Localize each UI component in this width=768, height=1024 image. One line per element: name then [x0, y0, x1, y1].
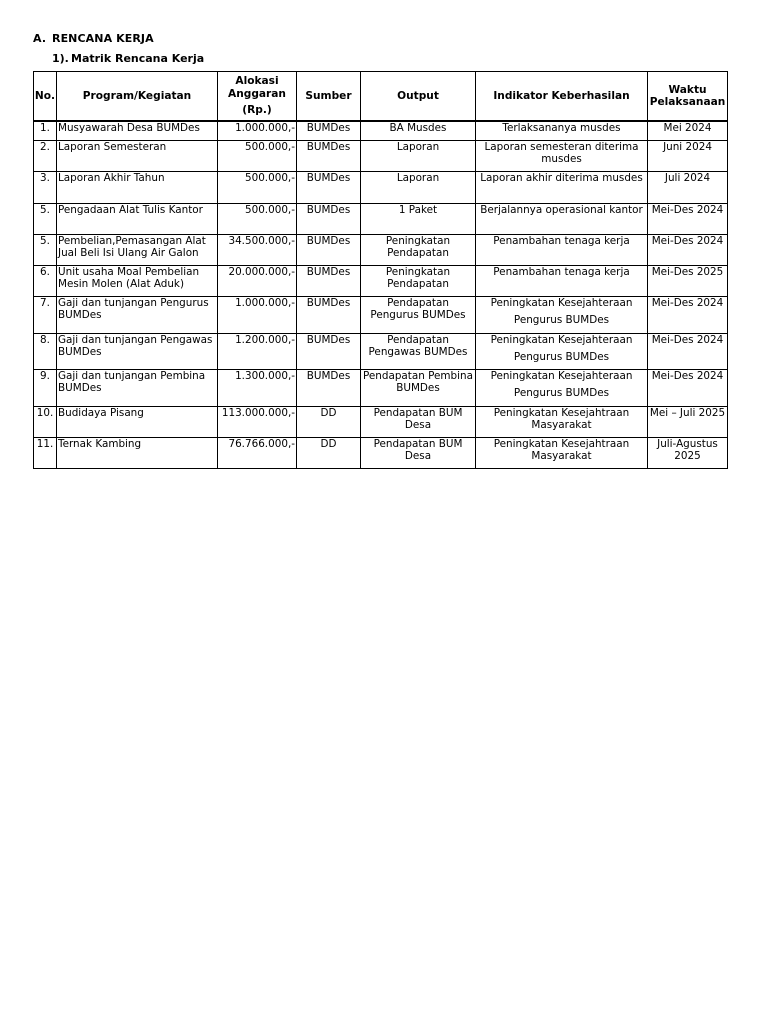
cell-sumber: DD — [297, 437, 361, 468]
table-row — [34, 437, 728, 468]
cell-sumber: BUMDes — [297, 333, 361, 369]
cell-indikator: Berjalannya operasional kantor — [476, 203, 648, 234]
cell-alokasi: 113.000.000,- — [218, 406, 297, 437]
cell-sumber: BUMDes — [297, 234, 361, 265]
subsection-number: 1). — [52, 52, 69, 65]
header-alokasi — [218, 72, 297, 122]
subsection-heading — [52, 52, 204, 65]
table-row — [34, 234, 728, 265]
table-header-row — [34, 72, 728, 122]
cell-output: Pendapatan Pengurus BUMDes — [361, 296, 476, 333]
table-row — [34, 333, 728, 369]
cell-indikator: Penambahan tenaga kerja — [476, 234, 648, 265]
cell-waktu: Mei-Des 2024 — [648, 369, 728, 406]
cell-program: Laporan Akhir Tahun — [57, 171, 218, 203]
indikator-line-1: Peningkatan Kesejahteraan — [490, 333, 633, 346]
cell-alokasi: 500.000,- — [218, 140, 297, 171]
cell-indikator: Peningkatan Kesejahtraan Masyarakat — [476, 437, 648, 468]
work-plan-matrix-table — [33, 71, 728, 469]
header-indikator: Indikator Keberhasilan — [476, 72, 648, 122]
cell-alokasi: 20.000.000,- — [218, 265, 297, 296]
cell-no: 8. — [34, 333, 57, 369]
cell-program: Gaji dan tunjangan Pengawas BUMDes — [57, 333, 218, 369]
cell-indikator: Laporan semesteran diterima musdes — [476, 140, 648, 171]
cell-waktu: Mei-Des 2024 — [648, 296, 728, 333]
cell-output: Pendapatan BUM Desa — [361, 406, 476, 437]
cell-output: Pendapatan Pembina BUMDes — [361, 369, 476, 406]
header-alokasi-unit: (Rp.) — [242, 104, 272, 117]
cell-indikator: Penambahan tenaga kerja — [476, 265, 648, 296]
cell-no: 11. — [34, 437, 57, 468]
cell-output: Laporan — [361, 171, 476, 203]
cell-program: Gaji dan tunjangan Pengurus BUMDes — [57, 296, 218, 333]
indikator-line-1: Peningkatan Kesejahteraan — [490, 296, 633, 309]
cell-waktu: Juli 2024 — [648, 171, 728, 203]
cell-waktu: Mei-Des 2024 — [648, 333, 728, 369]
cell-alokasi: 76.766.000,- — [218, 437, 297, 468]
cell-program: Gaji dan tunjangan Pembina BUMDes — [57, 369, 218, 406]
cell-indikator — [476, 296, 648, 333]
cell-no: 9. — [34, 369, 57, 406]
table-row — [34, 203, 728, 234]
table-row — [34, 171, 728, 203]
cell-program: Laporan Semesteran — [57, 140, 218, 171]
cell-no: 3. — [34, 171, 57, 203]
cell-indikator — [476, 333, 648, 369]
cell-program: Unit usaha Moal Pembelian Mesin Molen (Alat Aduk) — [57, 265, 218, 296]
cell-program: Pengadaan Alat Tulis Kantor — [57, 203, 218, 234]
cell-sumber: BUMDes — [297, 140, 361, 171]
cell-waktu: Mei 2024 — [648, 121, 728, 140]
cell-waktu: Mei – Juli 2025 — [648, 406, 728, 437]
cell-sumber: BUMDes — [297, 121, 361, 140]
indikator-line-2: Pengurus BUMDes — [513, 351, 610, 363]
cell-indikator — [476, 369, 648, 406]
table-row — [34, 296, 728, 333]
cell-output: Pendapatan BUM Desa — [361, 437, 476, 468]
table-row — [34, 369, 728, 406]
indikator-line-2: Pengurus BUMDes — [513, 314, 610, 326]
header-alokasi-label: Alokasi Anggaran — [228, 75, 286, 100]
cell-indikator: Terlaksananya musdes — [476, 121, 648, 140]
cell-alokasi: 1.000.000,- — [218, 121, 297, 140]
cell-no: 1. — [34, 121, 57, 140]
header-program: Program/Kegiatan — [57, 72, 218, 122]
cell-alokasi: 500.000,- — [218, 171, 297, 203]
cell-sumber: BUMDes — [297, 203, 361, 234]
cell-sumber: DD — [297, 406, 361, 437]
cell-indikator: Laporan akhir diterima musdes — [476, 171, 648, 203]
table-row — [34, 406, 728, 437]
cell-no: 5. — [34, 234, 57, 265]
indikator-line-2: Pengurus BUMDes — [513, 387, 610, 399]
cell-indikator: Peningkatan Kesejahtraan Masyarakat — [476, 406, 648, 437]
cell-output: Pendapatan Pengawas BUMDes — [361, 333, 476, 369]
cell-alokasi: 500.000,- — [218, 203, 297, 234]
cell-output: Peningkatan Pendapatan — [361, 234, 476, 265]
cell-alokasi: 1.200.000,- — [218, 333, 297, 369]
indikator-line-1: Peningkatan Kesejahteraan — [490, 369, 633, 382]
cell-sumber: BUMDes — [297, 171, 361, 203]
header-waktu: Waktu Pelaksanaan — [648, 72, 728, 122]
cell-no: 7. — [34, 296, 57, 333]
cell-waktu: Juni 2024 — [648, 140, 728, 171]
cell-alokasi: 1.000.000,- — [218, 296, 297, 333]
header-output: Output — [361, 72, 476, 122]
cell-alokasi: 1.300.000,- — [218, 369, 297, 406]
subsection-title: Matrik Rencana Kerja — [71, 52, 205, 65]
cell-no: 5. — [34, 203, 57, 234]
cell-no: 10. — [34, 406, 57, 437]
table-row — [34, 121, 728, 140]
cell-output: Laporan — [361, 140, 476, 171]
cell-program: Musyawarah Desa BUMDes — [57, 121, 218, 140]
cell-no: 6. — [34, 265, 57, 296]
cell-program: Ternak Kambing — [57, 437, 218, 468]
table-row — [34, 265, 728, 296]
section-heading — [33, 32, 154, 45]
cell-waktu: Juli-Agustus 2025 — [648, 437, 728, 468]
cell-waktu: Mei-Des 2024 — [648, 203, 728, 234]
cell-program: Pembelian,Pemasangan Alat Jual Beli Isi Ulang Air Galon — [57, 234, 218, 265]
cell-waktu: Mei-Des 2025 — [648, 265, 728, 296]
cell-waktu: Mei-Des 2024 — [648, 234, 728, 265]
cell-output: 1 Paket — [361, 203, 476, 234]
header-sumber: Sumber — [297, 72, 361, 122]
header-no: No. — [34, 72, 57, 122]
cell-sumber: BUMDes — [297, 296, 361, 333]
cell-sumber: BUMDes — [297, 369, 361, 406]
cell-output: BA Musdes — [361, 121, 476, 140]
section-title: RENCANA KERJA — [52, 32, 154, 45]
cell-no: 2. — [34, 140, 57, 171]
section-number: A. — [33, 32, 47, 45]
table-row — [34, 140, 728, 171]
cell-alokasi: 34.500.000,- — [218, 234, 297, 265]
cell-program: Budidaya Pisang — [57, 406, 218, 437]
cell-output: Peningkatan Pendapatan — [361, 265, 476, 296]
cell-sumber: BUMDes — [297, 265, 361, 296]
